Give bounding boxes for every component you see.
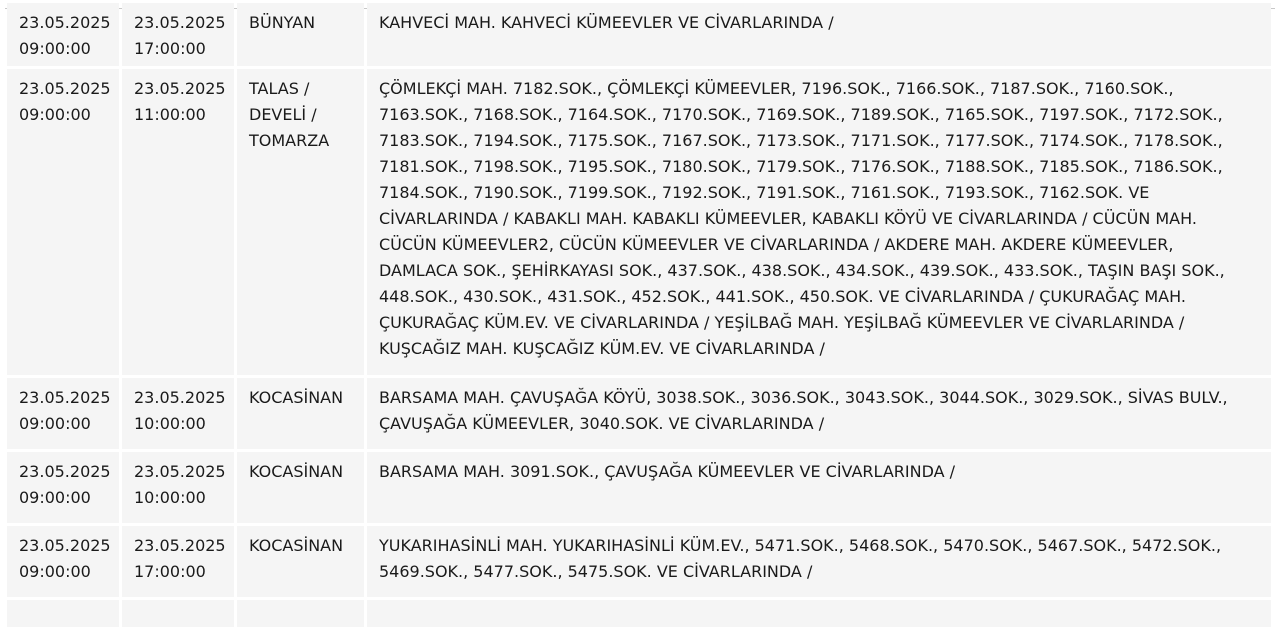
area-text-line: CİVARLARINDA / KABAKLI MAH. KABAKLI KÜMEEVLER, KABAKLI KÖYÜ VE CİVARLARINDA / CÜCÜN MAH. xyxy=(379,209,1197,228)
district-cell xyxy=(237,3,364,66)
outage-table-container xyxy=(4,0,1274,630)
area-text-line: 5469.SOK., 5477.SOK., 5475.SOK. VE CİVARLARINDA / xyxy=(379,562,813,581)
end-time: 10:00:00 xyxy=(134,488,206,507)
table-row xyxy=(7,452,1271,523)
area-cell xyxy=(367,378,1271,449)
area-text-line: 7163.SOK., 7168.SOK., 7164.SOK., 7170.SOK., 7169.SOK., 7189.SOK., 7165.SOK., 7197.SOK., 7172.SOK., xyxy=(379,105,1223,124)
area-text-line: 7184.SOK., 7190.SOK., 7199.SOK., 7192.SOK., 7191.SOK., 7161.SOK., 7193.SOK., 7162.SOK. VE xyxy=(379,183,1150,202)
start-datetime-cell xyxy=(7,378,119,449)
area-text-line: ÇAVUŞAĞA KÜMEEVLER, 3040.SOK. VE CİVARLARINDA / xyxy=(379,414,825,433)
start-time: 09:00:00 xyxy=(19,562,91,581)
area-text-line: 7183.SOK., 7194.SOK., 7175.SOK., 7167.SOK., 7173.SOK., 7171.SOK., 7177.SOK., 7174.SOK., 7178.SOK., xyxy=(379,131,1223,150)
start-datetime-cell xyxy=(7,526,119,597)
cell-empty xyxy=(237,600,364,627)
area-text-line: YUKARIHASİNLİ MAH. YUKARIHASİNLİ KÜM.EV., 5471.SOK., 5468.SOK., 5470.SOK., 5467.SOK., 5472.SOK., xyxy=(379,536,1222,555)
end-time: 10:00:00 xyxy=(134,414,206,433)
end-datetime-cell xyxy=(122,526,234,597)
area-cell xyxy=(367,526,1271,597)
area-cell xyxy=(367,452,1271,523)
end-time: 17:00:00 xyxy=(134,562,206,581)
area-text-line: 7181.SOK., 7198.SOK., 7195.SOK., 7180.SOK., 7179.SOK., 7176.SOK., 7188.SOK., 7185.SOK., 7186.SOK., xyxy=(379,157,1223,176)
area-text-line: KUŞCAĞIZ MAH. KUŞCAĞIZ KÜM.EV. VE CİVARLARINDA / xyxy=(379,339,825,358)
area-text: BARSAMA MAH. 3091.SOK., ÇAVUŞAĞA KÜMEEVLER VE CİVARLARINDA / xyxy=(379,462,956,481)
start-time: 09:00:00 xyxy=(19,105,91,124)
area-text-line: CÜCÜN KÜMEEVLER2, CÜCÜN KÜMEEVLER VE CİVARLARINDA / AKDERE MAH. AKDERE KÜMEEVLER, xyxy=(379,235,1174,254)
area-text-line: BARSAMA MAH. ÇAVUŞAĞA KÖYÜ, 3038.SOK., 3036.SOK., 3043.SOK., 3044.SOK., 3029.SOK., SİVAS BULV., xyxy=(379,388,1228,407)
district-name: TALAS / xyxy=(249,79,310,98)
district-name: DEVELİ / xyxy=(249,105,317,124)
start-date: 23.05.2025 xyxy=(19,536,111,555)
table-row xyxy=(7,69,1271,375)
district-cell xyxy=(237,526,364,597)
start-datetime-cell xyxy=(7,452,119,523)
start-date: 23.05.2025 xyxy=(19,13,111,32)
area-cell xyxy=(367,69,1271,375)
start-date: 23.05.2025 xyxy=(19,79,111,98)
table-row xyxy=(7,378,1271,449)
area-text-line: 448.SOK., 430.SOK., 431.SOK., 452.SOK., 441.SOK., 450.SOK. VE CİVARLARINDA / ÇUKURAĞAÇ MAH. xyxy=(379,287,1186,306)
table-row-partial-bottom xyxy=(7,600,1271,627)
outage-table xyxy=(4,0,1274,630)
end-date: 23.05.2025 xyxy=(134,536,226,555)
end-datetime-cell xyxy=(122,452,234,523)
district-cell xyxy=(237,69,364,375)
end-date: 23.05.2025 xyxy=(134,13,226,32)
table-row xyxy=(7,3,1271,66)
area-text-line: ÇÖMLEKÇİ MAH. 7182.SOK., ÇÖMLEKÇİ KÜMEEVLER, 7196.SOK., 7166.SOK., 7187.SOK., 7160.SOK., xyxy=(379,79,1174,98)
district-name: KOCASİNAN xyxy=(249,462,344,481)
area-text: KAHVECİ MAH. KAHVECİ KÜMEEVLER VE CİVARLARINDA / xyxy=(379,13,834,32)
start-time: 09:00:00 xyxy=(19,414,91,433)
table-row xyxy=(7,526,1271,597)
area-text-line: ÇUKURAĞAÇ KÜM.EV. VE CİVARLARINDA / YEŞİLBAĞ MAH. YEŞİLBAĞ KÜMEEVLER VE CİVARLARINDA / xyxy=(379,313,1185,332)
end-time: 17:00:00 xyxy=(134,39,206,58)
end-date: 23.05.2025 xyxy=(134,79,226,98)
start-datetime-cell xyxy=(7,3,119,66)
district-name: KOCASİNAN xyxy=(249,536,344,555)
end-time: 11:00:00 xyxy=(134,105,206,124)
end-date: 23.05.2025 xyxy=(134,462,226,481)
start-time: 09:00:00 xyxy=(19,39,91,58)
end-datetime-cell xyxy=(122,3,234,66)
area-cell xyxy=(367,3,1271,66)
area-text-line: DAMLACA SOK., ŞEHİRKAYASI SOK., 437.SOK., 438.SOK., 434.SOK., 439.SOK., 433.SOK., TAŞIN BAŞI SOK., xyxy=(379,261,1225,280)
start-date: 23.05.2025 xyxy=(19,388,111,407)
district-cell xyxy=(237,452,364,523)
district-name: TOMARZA xyxy=(249,131,330,150)
start-time: 09:00:00 xyxy=(19,488,91,507)
district-cell xyxy=(237,378,364,449)
district-name: BÜNYAN xyxy=(249,13,316,32)
cell-empty xyxy=(367,600,1271,627)
cell-empty xyxy=(122,600,234,627)
end-datetime-cell xyxy=(122,69,234,375)
end-date: 23.05.2025 xyxy=(134,388,226,407)
start-date: 23.05.2025 xyxy=(19,462,111,481)
end-datetime-cell xyxy=(122,378,234,449)
start-datetime-cell xyxy=(7,69,119,375)
district-name: KOCASİNAN xyxy=(249,388,344,407)
cell-empty xyxy=(7,600,119,627)
